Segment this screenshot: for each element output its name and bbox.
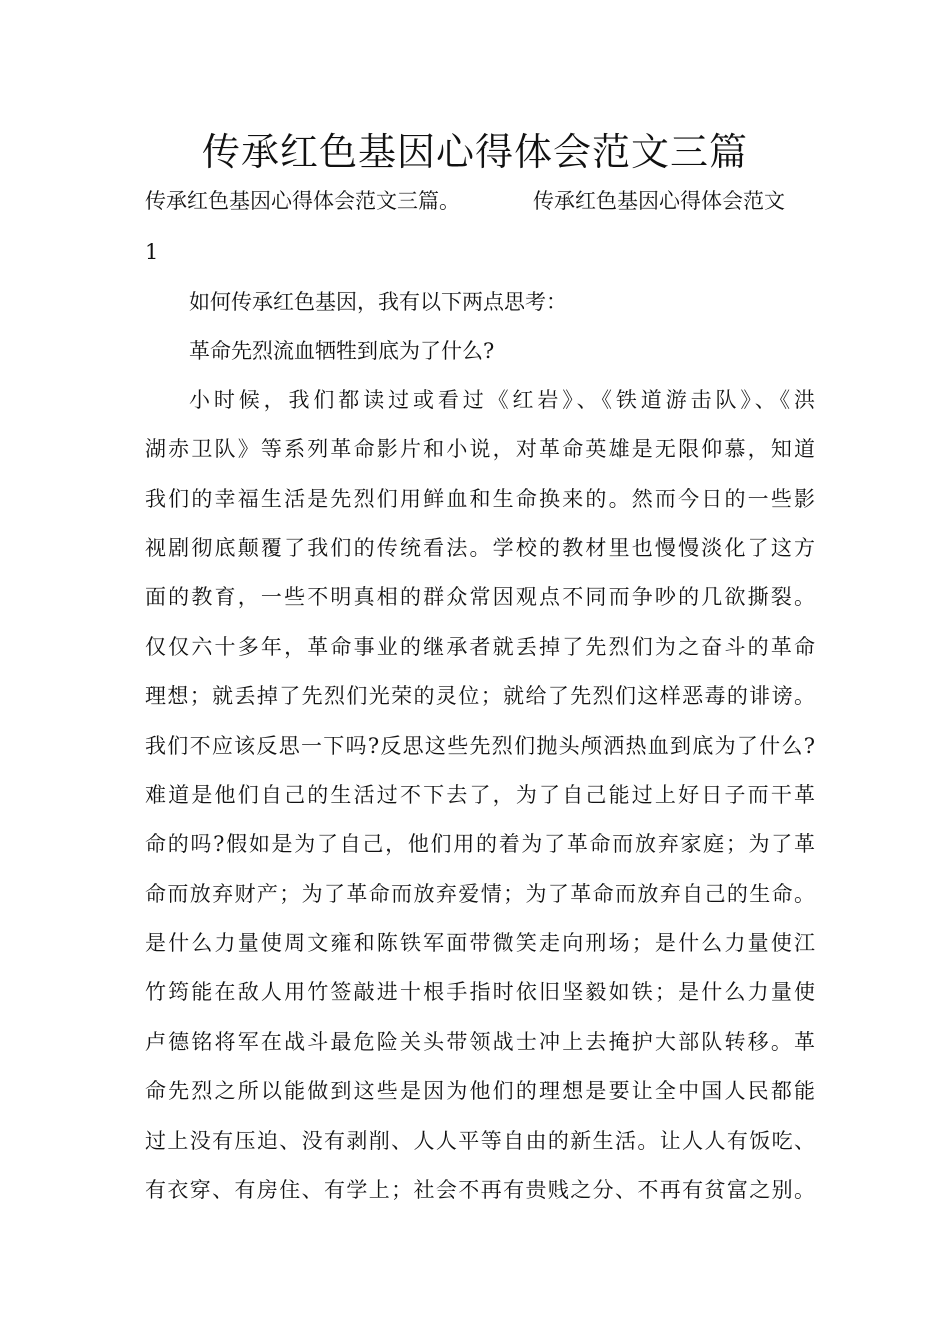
- document-title: 传承红色基因心得体会范文三篇: [201, 130, 748, 174]
- subtitle-left: 传承红色基因心得体会范文三篇。: [145, 189, 460, 213]
- paragraph-line: 卢德铭将军在战斗最危险关头带领战士冲上去掩护大部队转移。革: [145, 1030, 815, 1054]
- paragraph-line: 有衣穿、有房住、有学上；社会不再有贵贱之分、不再有贫富之别。: [145, 1178, 815, 1202]
- paragraph-line: 小时候，我们都读过或看过《红岩》、《铁道游击队》、《洪: [189, 388, 815, 412]
- paragraph-question: 革命先烈流血牺牲到底为了什么?: [189, 339, 495, 363]
- paragraph-line: 难道是他们自己的生活过不下去了，为了自己能过上好日子而干革: [145, 783, 815, 807]
- paragraph-line: 命先烈之所以能做到这些是因为他们的理想是要让全中国人民都能: [145, 1079, 815, 1103]
- section-number: 1: [145, 240, 159, 264]
- paragraph-line: 视剧彻底颠覆了我们的传统看法。学校的教材里也慢慢淡化了这方: [145, 536, 815, 560]
- paragraph-line: 过上没有压迫、没有剥削、人人平等自由的新生活。让人人有饭吃、: [145, 1129, 815, 1153]
- paragraph-line: 命而放弃财产；为了革命而放弃爱情；为了革命而放弃自己的生命。: [145, 882, 815, 906]
- paragraph-line: 湖赤卫队》等系列革命影片和小说，对革命英雄是无限仰慕，知道: [145, 437, 815, 461]
- paragraph-line: 竹筠能在敌人用竹签敲进十根手指时依旧坚毅如铁；是什么力量使: [145, 980, 815, 1004]
- paragraph-line: 仅仅六十多年，革命事业的继承者就丢掉了先烈们为之奋斗的革命: [145, 635, 815, 659]
- paragraph-line: 我们不应该反思一下吗?反思这些先烈们抛头颅洒热血到底为了什么?: [145, 734, 815, 758]
- subtitle-right: 传承红色基因心得体会范文: [533, 189, 785, 213]
- paragraph-line: 理想；就丢掉了先烈们光荣的灵位；就给了先烈们这样恶毒的诽谤。: [145, 684, 815, 708]
- paragraph-line: 我们的幸福生活是先烈们用鲜血和生命换来的。然而今日的一些影: [145, 487, 815, 511]
- paragraph-line: 是什么力量使周文雍和陈铁军面带微笑走向刑场；是什么力量使江: [145, 931, 815, 955]
- paragraph-intro: 如何传承红色基因，我有以下两点思考：: [189, 290, 567, 314]
- paragraph-line: 面的教育，一些不明真相的群众常因观点不同而争吵的几欲撕裂。: [145, 585, 815, 609]
- paragraph-line: 命的吗?假如是为了自己，他们用的着为了革命而放弃家庭；为了革: [145, 832, 815, 856]
